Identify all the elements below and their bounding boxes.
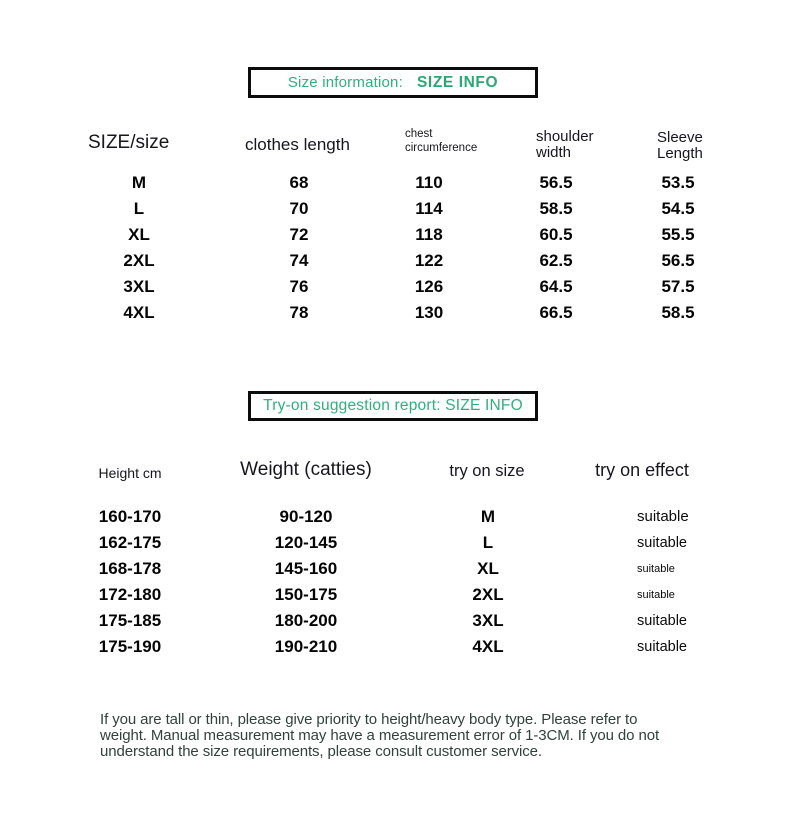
shoulder-cell: 64.5 [539, 277, 573, 296]
tryon-column-effect [637, 504, 727, 660]
shoulder-cell: 66.5 [539, 303, 573, 322]
disclaimer-line-1: If you are tall or thin, please give priority to height/heavy body type. Please refer to [100, 711, 638, 728]
weight-cell: 145-160 [274, 559, 338, 578]
size-table-header-chest-circumference [405, 128, 477, 155]
size-info-label: Size information: [287, 74, 403, 91]
sleeve-cell: 56.5 [661, 251, 695, 270]
size-table-column-chest [369, 170, 489, 326]
weight-cell: 90-120 [279, 507, 333, 526]
weight-cell: 120-145 [274, 533, 338, 552]
weight-cell: 180-200 [274, 611, 338, 630]
tryon-size-cell: 2XL [472, 585, 504, 604]
height-cell: 175-190 [98, 637, 162, 656]
shoulder-cell: 58.5 [539, 199, 573, 218]
clothes-length-cell: 70 [289, 199, 309, 218]
height-cell: 175-185 [98, 611, 162, 630]
height-cell: 168-178 [98, 559, 162, 578]
height-cell: 162-175 [98, 533, 162, 552]
height-cell: 160-170 [98, 507, 162, 526]
tryon-label: Try-on suggestion report: SIZE INFO [263, 397, 523, 414]
size-table-column-clothes-length [239, 170, 359, 326]
tryon-size-cell: L [482, 533, 494, 552]
size-table-header-size: SIZE/size [88, 132, 170, 153]
effect-cell: suitable [637, 508, 689, 525]
measurement-disclaimer [100, 712, 706, 759]
sleeve-cell: 57.5 [661, 277, 695, 296]
chest-header-line2: circumference [405, 141, 478, 154]
size-table-column-shoulder [496, 170, 616, 326]
shoulder-cell: 56.5 [539, 173, 573, 192]
disclaimer-line-3: understand the size requirements, please consult customer service. [100, 742, 542, 760]
tryon-size-cell: 3XL [472, 611, 504, 630]
weight-cell: 190-210 [274, 637, 338, 656]
size-table-header-clothes-length: clothes length [245, 135, 350, 154]
tryon-column-height [70, 504, 190, 660]
tryon-size-cell: XL [477, 559, 499, 578]
chest-header-line1: chest [405, 128, 433, 140]
size-cell: 3XL [123, 277, 155, 296]
chest-cell: 130 [414, 303, 444, 322]
shoulder-cell: 60.5 [539, 225, 573, 244]
clothes-length-cell: 72 [289, 225, 309, 244]
clothes-length-cell: 68 [289, 173, 309, 192]
tryon-header-try-on-effect: try on effect [595, 460, 689, 480]
size-table-header-shoulder-width [536, 129, 594, 160]
effect-cell: suitable [637, 589, 675, 601]
sleeve-header-line1: Sleeve [657, 129, 703, 146]
shoulder-header-line2: width [536, 143, 572, 161]
chest-cell: 122 [414, 251, 444, 270]
weight-cell: 150-175 [274, 585, 338, 604]
sleeve-header-line2: Length [657, 144, 703, 162]
size-cell: XL [128, 225, 150, 244]
tryon-header-try-on-size: try on size [449, 462, 525, 480]
sleeve-cell: 53.5 [661, 173, 695, 192]
chest-cell: 110 [415, 173, 443, 192]
clothes-length-cell: 76 [289, 277, 309, 296]
size-cell: 2XL [123, 251, 155, 270]
sleeve-cell: 58.5 [661, 303, 695, 322]
chest-cell: 126 [414, 277, 444, 296]
chest-cell: 118 [415, 225, 443, 244]
chest-cell: 114 [415, 199, 443, 218]
size-table-column-sleeve [618, 170, 738, 326]
shoulder-cell: 62.5 [539, 251, 573, 270]
size-cell: 4XL [123, 303, 155, 322]
tryon-column-size [428, 504, 548, 660]
tryon-column-weight [246, 504, 366, 660]
size-table-column-size [79, 170, 199, 326]
height-cell: 172-180 [98, 585, 162, 604]
effect-cell: suitable [637, 639, 687, 655]
effect-cell: suitable [637, 535, 687, 551]
effect-cell: suitable [637, 613, 687, 629]
tryon-size-cell: M [480, 507, 496, 526]
size-info-title-box [248, 67, 538, 98]
disclaimer-line-2: weight. Manual measurement may have a measurement error of 1-3CM. If you do not [100, 726, 660, 744]
sleeve-cell: 54.5 [661, 199, 695, 218]
clothes-length-cell: 78 [289, 303, 309, 322]
tryon-title-box [248, 391, 538, 421]
size-cell: L [133, 199, 145, 218]
size-info-badge: SIZE INFO [416, 73, 499, 91]
effect-cell: suitable [637, 563, 675, 575]
size-table-header-sleeve-length [657, 130, 703, 161]
clothes-length-cell: 74 [289, 251, 309, 270]
sleeve-cell: 55.5 [661, 225, 695, 244]
shoulder-header-line1: shoulder [536, 128, 594, 145]
tryon-header-weight: Weight (catties) [240, 459, 372, 480]
tryon-header-height: Height cm [98, 465, 162, 481]
tryon-size-cell: 4XL [472, 637, 504, 656]
size-cell: M [131, 173, 147, 192]
